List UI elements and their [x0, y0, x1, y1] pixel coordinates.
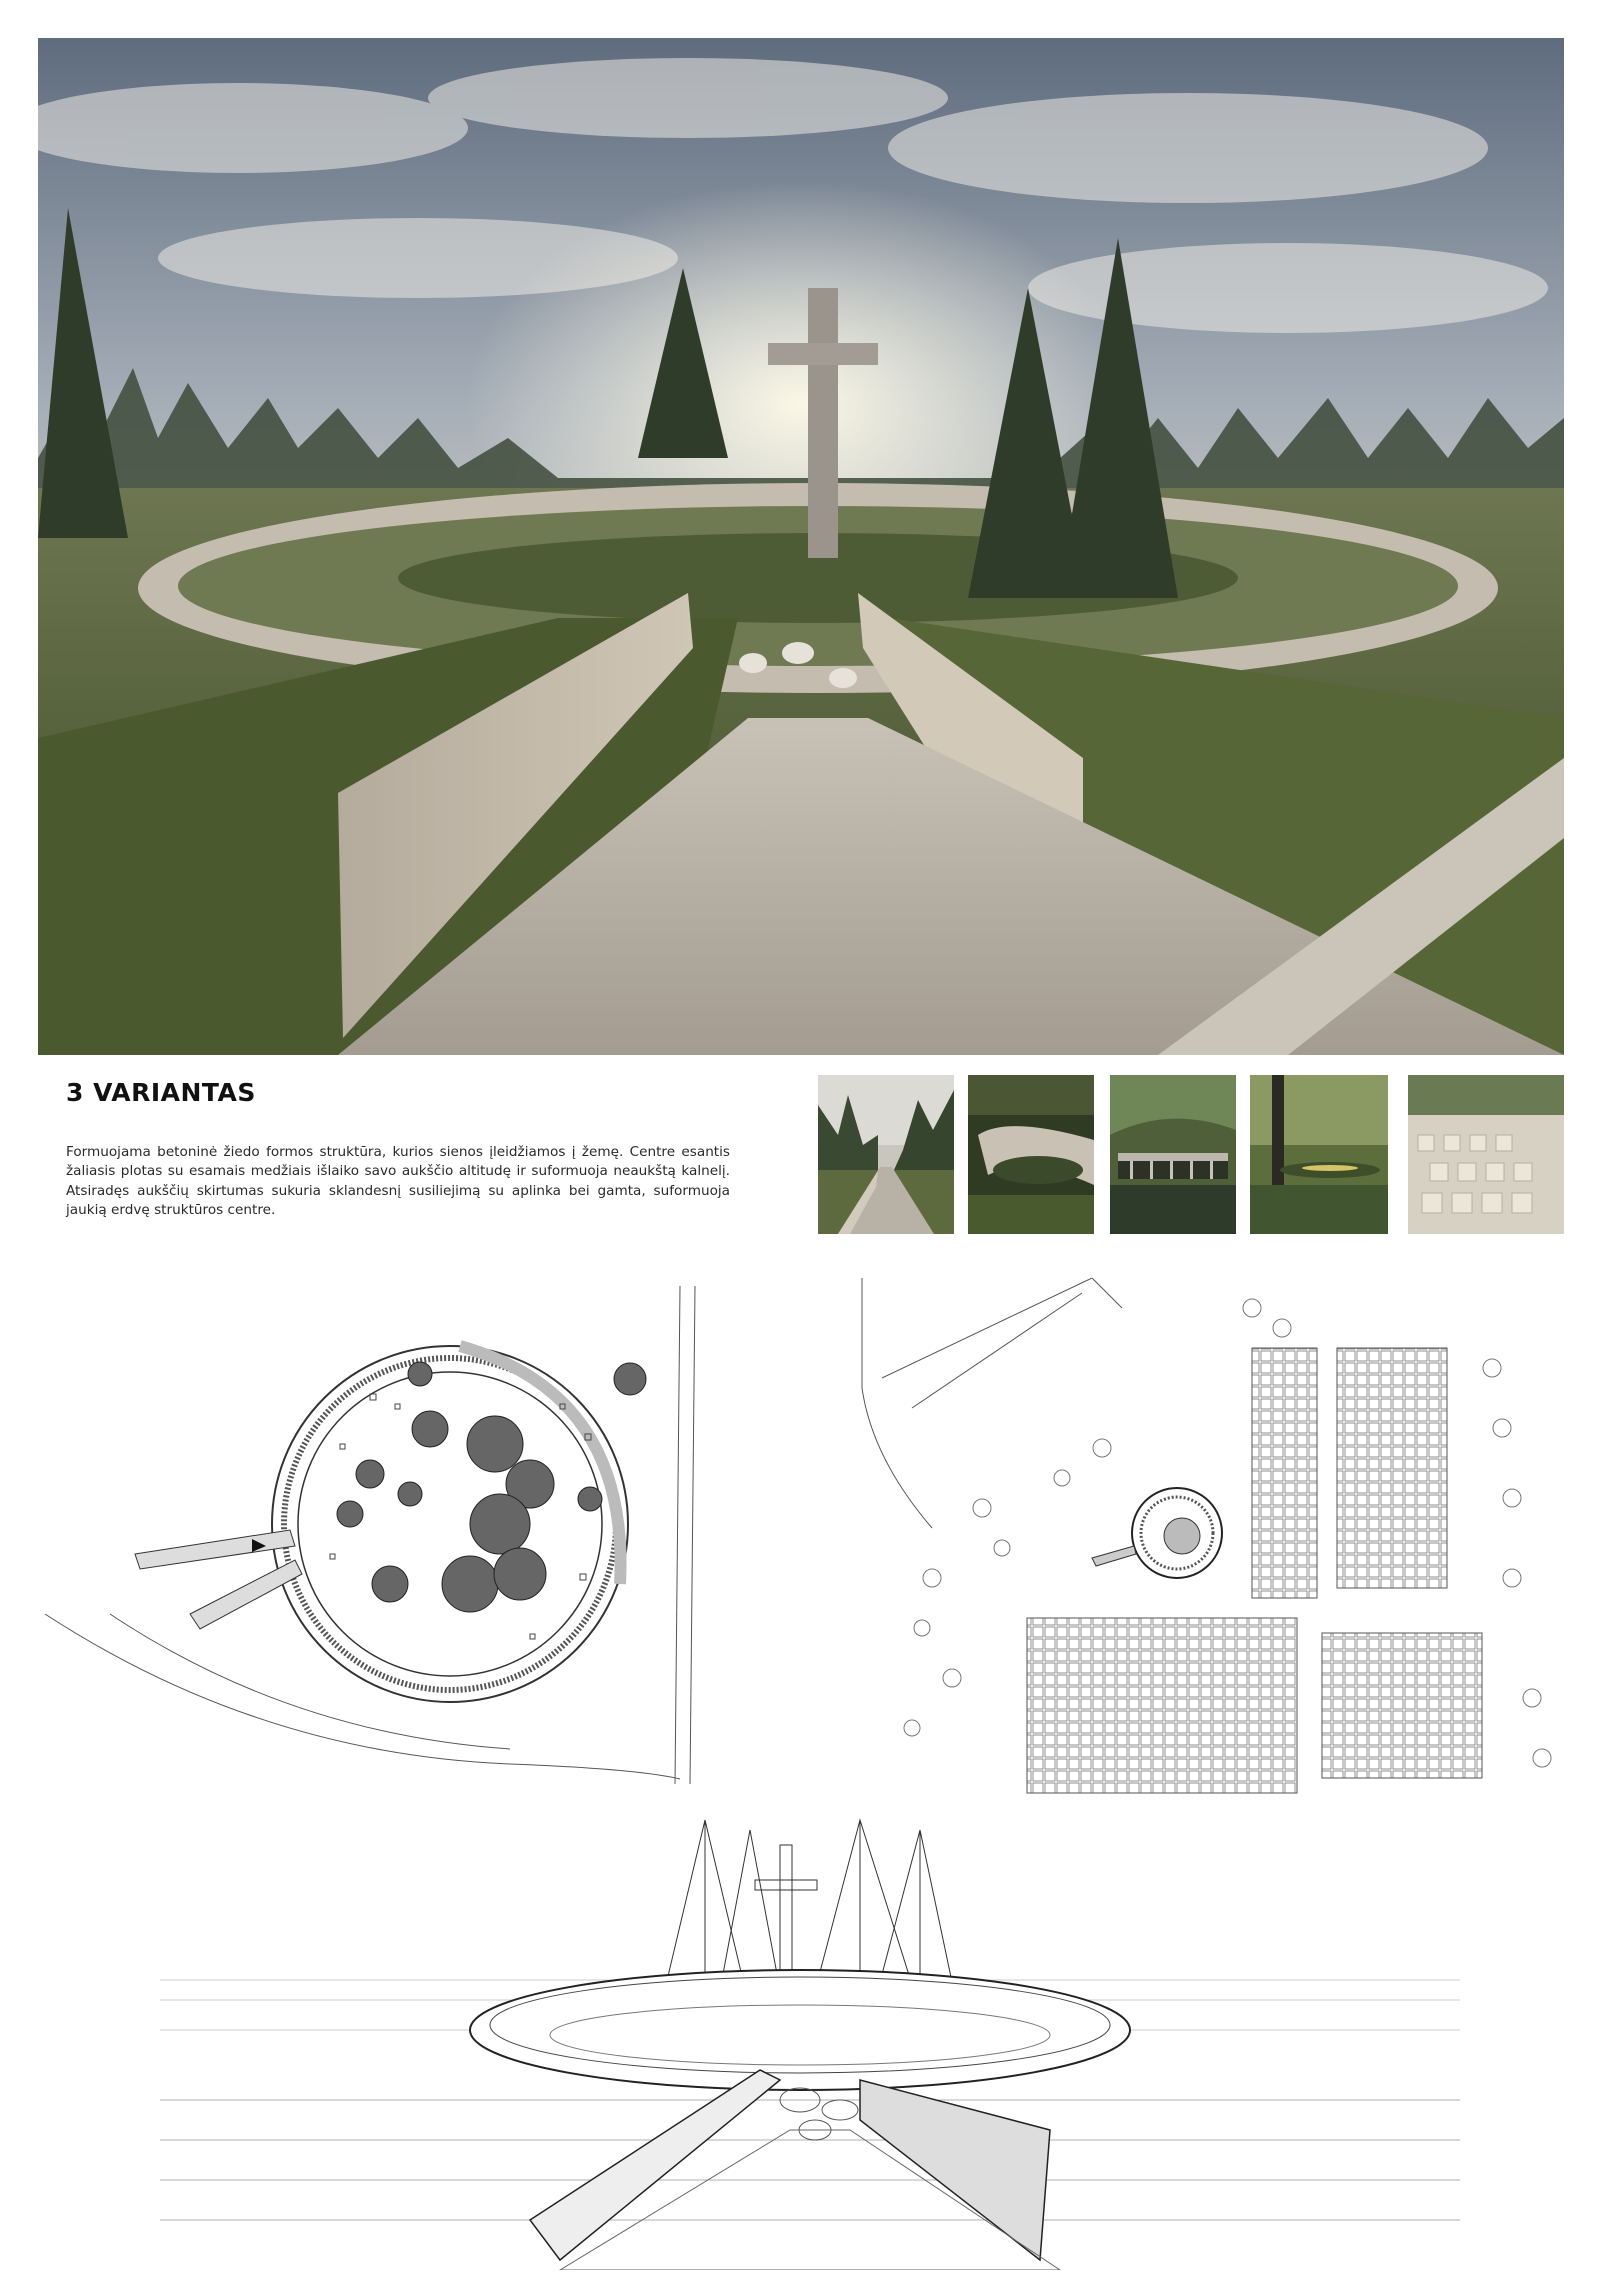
reference-image-pond: [1250, 1075, 1388, 1234]
reference-image-stone-garden: [1408, 1075, 1564, 1234]
reference-image-wall: [968, 1075, 1094, 1234]
context-plan-drawing: [852, 1278, 1572, 1798]
perspective-sketch-drawing: [160, 1800, 1460, 2270]
reference-image-pavilion: [1110, 1075, 1236, 1234]
variant-title: 3 VARIANTAS: [66, 1078, 256, 1107]
variant-description: Formuojama betoninė žiedo formos struktūra, kurios sienos įleidžiamos į žemę. Centre esantis žaliasis plotas su esamais medžiais išlaiko savo aukščio altitudę ir suformuoja neaukštą kalnelį. Atsiradęs aukščių skirtumas sukuria sklandesnį susiliejimą su aplinka bei gamta, suformuoja jaukią erdvę struktūros centre.: [66, 1144, 730, 1219]
reference-image-path: [818, 1075, 954, 1234]
hero-render: [38, 38, 1564, 1055]
site-plan-drawing: [40, 1284, 720, 1804]
